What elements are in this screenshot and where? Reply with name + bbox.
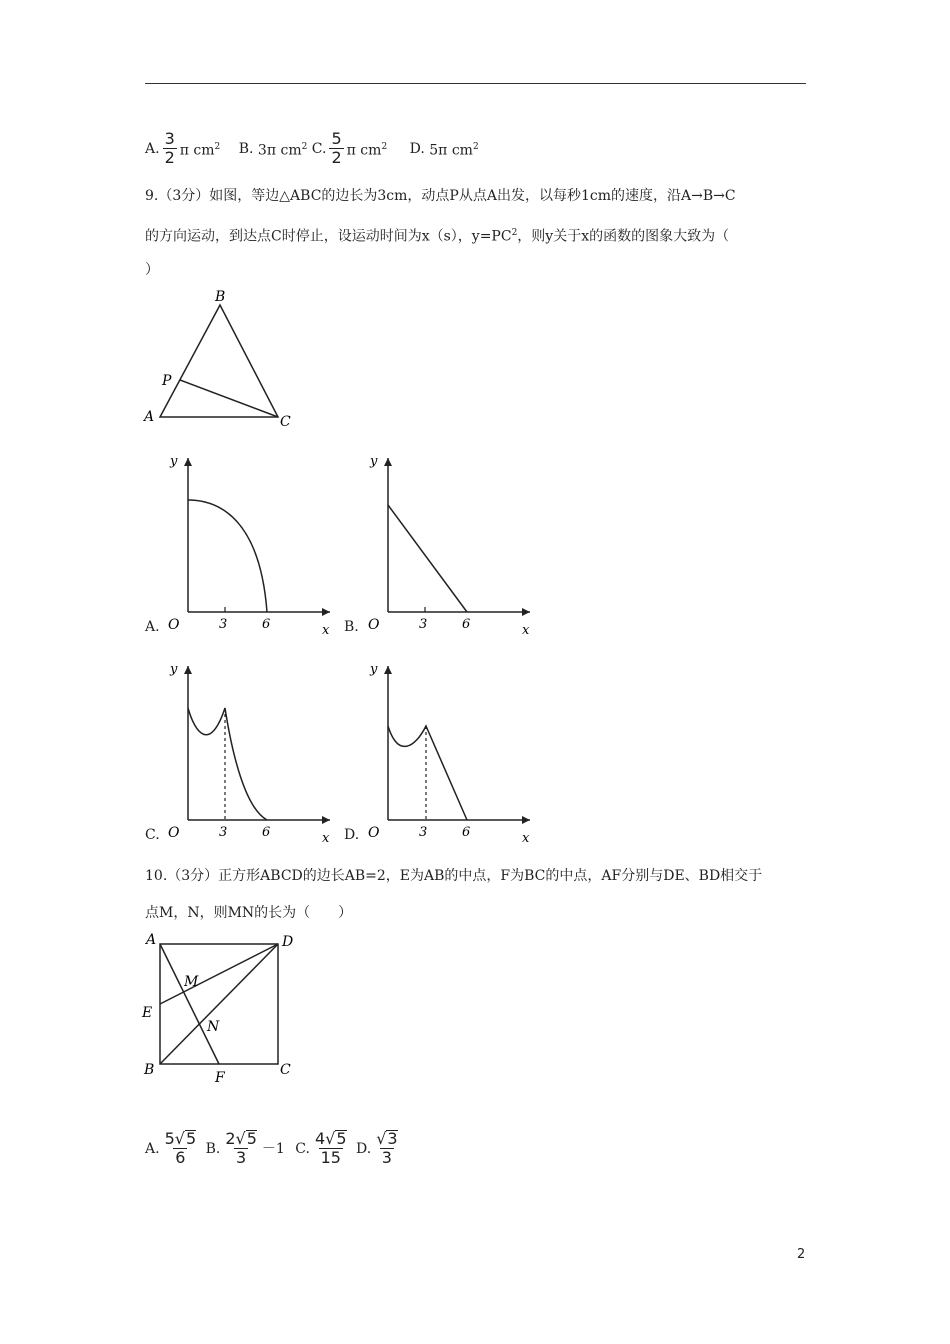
- label-a: A: [146, 932, 157, 948]
- fraction: $\frac{√3}{3}$: [376, 1129, 398, 1167]
- q10-options: [145, 1130, 403, 1167]
- origin-label: O: [168, 825, 180, 841]
- q9-line-2: 的方向运动，到达点C时停止，设运动时间为x（s），$y=PC^2$，则y关于x的函数的图象大致为（: [145, 228, 730, 245]
- graph-b: [360, 450, 540, 640]
- label-m: M: [184, 974, 199, 990]
- label-c: C: [280, 1062, 291, 1078]
- label-n: N: [207, 1019, 220, 1035]
- label-a: A: [144, 409, 155, 425]
- q10-line-1: 10.（3分）正方形ABCD的边长AB=2，E为AB的中点，F为BC的中点，AF分别与DE、BD相交于: [145, 868, 763, 884]
- origin-label: O: [368, 617, 380, 633]
- curve: [188, 500, 267, 612]
- graph-c-option: C.: [145, 827, 160, 843]
- q8-option-a: A. $\frac{3}{2}$ π $cm^2$: [145, 129, 221, 167]
- tick-3: 3: [419, 825, 428, 840]
- label-e: E: [142, 1005, 153, 1021]
- origin-label: O: [368, 825, 380, 841]
- q9-line-1: 9.（3分）如图，等边△ABC的边长为3cm，动点P从点A出发，以每秒1cm的速度，沿A→B→C: [145, 188, 736, 204]
- curve: [188, 708, 267, 820]
- q10-option-c: C. $\frac{4√5}{15}$: [295, 1129, 347, 1167]
- segment-af: [160, 944, 219, 1064]
- q8-option-c: C. $\frac{5}{2}$ π $cm^2$: [311, 129, 388, 167]
- tick-6: 6: [262, 825, 271, 840]
- fraction: $\frac{3}{2}$: [164, 129, 175, 167]
- label-c: C: [280, 414, 291, 430]
- label-b: B: [144, 1062, 155, 1078]
- q8-option-d: D. 5π $cm^2$: [409, 140, 479, 159]
- tick-3: 3: [219, 617, 228, 632]
- segment-bd: [160, 944, 278, 1064]
- fraction: $\frac{4√5}{15}$: [314, 1129, 347, 1167]
- triangle-abc: [160, 305, 278, 417]
- graph-d: [360, 658, 540, 848]
- label-d: D: [282, 934, 294, 950]
- axis-y-label: y: [370, 454, 378, 469]
- segment-de: [160, 944, 278, 1004]
- triangle-figure: [140, 285, 300, 435]
- q8-option-b: B. 3π $cm^2$: [238, 140, 308, 159]
- fraction: $\frac{2√5}{3}$: [225, 1129, 257, 1167]
- axis-x-label: x: [322, 831, 330, 846]
- graph-a-option: A.: [145, 619, 160, 635]
- fraction: $\frac{5√5}{6}$: [164, 1129, 197, 1167]
- square-figure: [140, 928, 330, 1088]
- q10-line-2: 点M，N，则MN的长为（ ）: [145, 905, 353, 921]
- segment-pc: [180, 380, 278, 417]
- label-p: P: [162, 373, 172, 389]
- graph-a: [160, 450, 340, 640]
- tick-3: 3: [419, 617, 428, 632]
- page-number: 2: [797, 1247, 806, 1262]
- graph-c: [160, 658, 340, 848]
- tick-3: 3: [219, 825, 228, 840]
- tick-6: 6: [462, 825, 471, 840]
- q10-option-a: A. $\frac{5√5}{6}$: [145, 1129, 197, 1167]
- curve: [388, 505, 467, 612]
- curve: [388, 726, 467, 820]
- axis-x-label: x: [522, 623, 530, 638]
- graph-b-option: B.: [344, 619, 359, 635]
- label-f: F: [215, 1070, 225, 1086]
- q10-option-b: B. $\frac{2√5}{3}$ －1: [205, 1129, 285, 1167]
- label-b: B: [215, 289, 226, 305]
- q10-option-d: D. $\frac{√3}{3}$: [356, 1129, 398, 1167]
- tick-6: 6: [262, 617, 271, 632]
- q8-options: [145, 130, 479, 167]
- axis-y-label: y: [170, 454, 178, 469]
- axis-x-label: x: [522, 831, 530, 846]
- graph-d-option: D.: [344, 827, 360, 843]
- header-rule: [145, 83, 806, 84]
- fraction: $\frac{5}{2}$: [331, 129, 342, 167]
- q9-line-3: ）: [145, 262, 159, 278]
- axis-y-label: y: [370, 662, 378, 677]
- axis-y-label: y: [170, 662, 178, 677]
- axis-x-label: x: [322, 623, 330, 638]
- origin-label: O: [168, 617, 180, 633]
- tick-6: 6: [462, 617, 471, 632]
